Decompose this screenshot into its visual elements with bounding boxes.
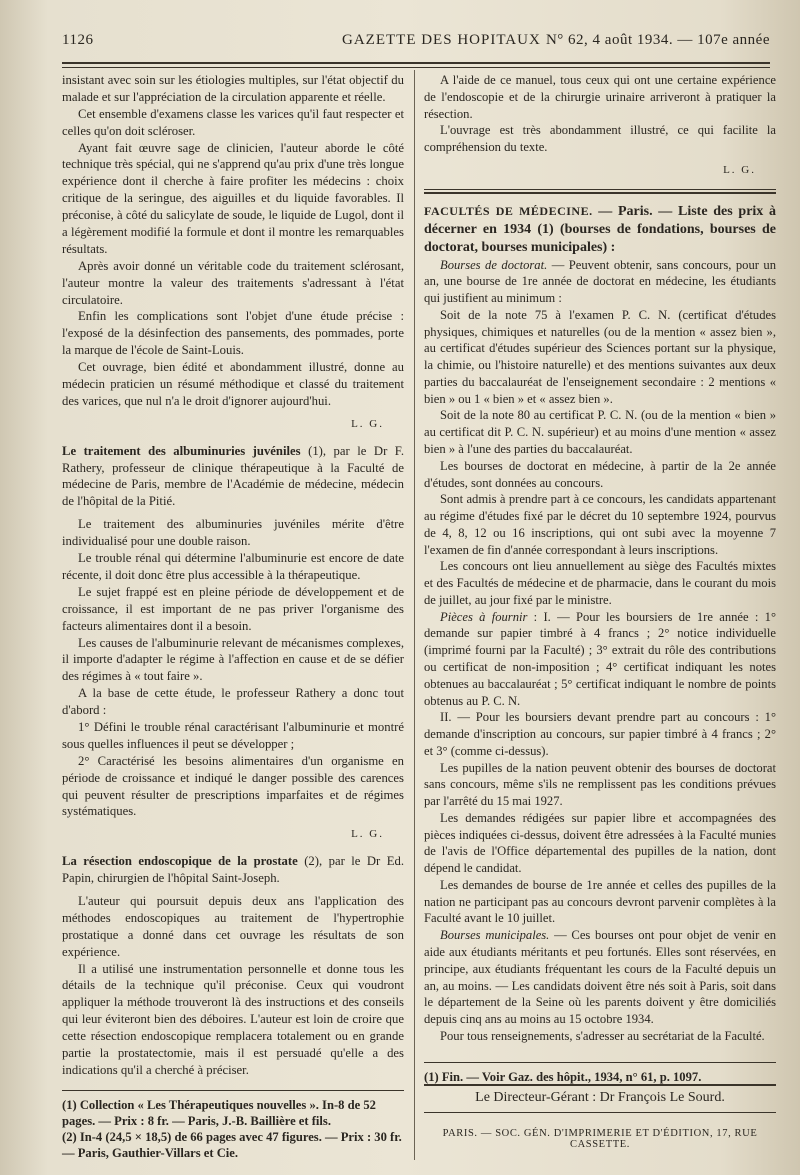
section-label: FACULTÉS DE MÉDECINE. (424, 203, 593, 218)
author-signature: L. G. (351, 417, 384, 430)
review-paragraph: Ayant fait œuvre sage de clinicien, l'auteur aborde le côté technique très spécial, qui ne s'apprend qu'au prix d'une très longue expérience dont il cherche à faire profiter les médecins : choix critique de la seringue, des aiguilles et du liquide favorables. Il préconise, à côté du salicylate de soude, le liquide de Lugol, dont il a légèrement modifié la formule et dont il montre les remarquables résultats. (62, 140, 404, 256)
notice-paragraph: Pour tous renseignements, s'adresser au secrétariat de la Faculté. (440, 1028, 765, 1043)
header-rule-thin (62, 67, 770, 68)
article-title: La résection endoscopique de la prostate (62, 854, 298, 869)
review-paragraph: 2° Caractérisé les besoins alimentaires d'un organisme en période de croissance et indiqué le danger possible des carences qui peuvent résulter de prescriptions imparfaites et de régimes systématiques. (62, 753, 404, 819)
notice-paragraph: Les demandes de bourse de 1re année et celles des pupilles de la nation ne participant pas au concours devront parvenir complètes à la Faculté avant le 10 juillet. (424, 877, 776, 926)
notice-paragraph: II. — Pour les boursiers devant prendre part au concours : 1° demande d'inscription au concours, sur papier timbré à 4 francs ; 2° et 3° (comme ci-dessus). (424, 710, 776, 758)
printer-line: PARIS. — SOC. GÉN. D'IMPRIMERIE ET D'ÉDITION, 17, RUE CASSETTE. (442, 1128, 758, 1150)
review-paragraph: Le trouble rénal qui détermine l'albuminurie est encore de date récente, il doit donc être plus accessible à la thérapeutique. (62, 551, 404, 582)
review-paragraph: Après avoir donné un véritable code du traitement sclérosant, l'auteur montre la valeur des traitements s'adressant à l'état circulatoire. (62, 258, 404, 307)
review-paragraph: Le traitement des albuminuries juvéniles mérite d'être individualisé pour une double raison. (62, 517, 404, 549)
review-paragraph: Le sujet frappé est en pleine période de développement et de croissance, il est important de ne pas priver l'organisme des facteurs alimentaires dont il a besoin. (62, 584, 404, 633)
review-paragraph: Les causes de l'albuminurie relevant de mécanismes complexes, il importe d'adapter le régime à l'affection en cause et de se défier des régimes à « tout faire ». (62, 635, 404, 684)
section-rule (424, 189, 776, 190)
footnote-rule (424, 1062, 776, 1063)
journal-title: GAZETTE DES HOPITAUX (342, 32, 541, 48)
footnotes-left (62, 1090, 404, 1161)
footnote-rule (62, 1090, 404, 1091)
notice-paragraph: Les pupilles de la nation peuvent obtenir des bourses de doctorat sans concours, même s'ils ne remplissent pas les conditions prévues par l'arrêté du 15 mai 1927. (424, 760, 776, 809)
review-paragraph: A l'aide de ce manuel, tous ceux qui ont une certaine expérience de l'endoscopie et de la chirurgie urinaire arriveront à pratiquer la résection. (424, 73, 776, 121)
review-paragraph: Enfin les complications sont l'objet d'une étude précise : l'exposé de la désinfection des pansements, des pommades, porte la marque de l'école de Saint-Louis. (62, 309, 404, 358)
notice-paragraph: Sont admis à prendre part à ce concours, les candidats appartenant au régime d'études fixé par le décret du 10 septembre 1924, pourvus de 4, 8, 12 ou 16 inscriptions, qui ont subi avec la moyenne 7 l'examen de fin d'année correspondant à leurs inscriptions. (424, 492, 776, 557)
page-number: 1126 (62, 32, 94, 48)
author-signature: L. G. (351, 828, 384, 841)
issue-info: N° 62, 4 août 1934. — 107e année (545, 32, 770, 48)
review-paragraph: 1° Défini le trouble rénal caractérisant l'albuminurie et montré sous quelles influences il peut se développer ; (62, 719, 404, 751)
subsection-label: Pièces à fournir (440, 609, 528, 624)
article-byline: (2), par le Dr Ed. Papin, chirurgien de l'hôpital Saint-Joseph. (62, 854, 404, 886)
review-paragraph: L'auteur qui poursuit depuis deux ans l'application des méthodes endoscopiques au traitement de l'hypertrophie prostatique a donné dans cet ouvrage les résultats de son expérience. (62, 893, 404, 959)
publisher-line: Le Directeur-Gérant : Dr François Le Sourd. (475, 1090, 725, 1105)
section-heading (424, 202, 776, 257)
article-title: Le traitement des albuminuries juvéniles (62, 443, 301, 458)
review-paragraph: insistant avec soin sur les étiologies multiples, sur l'état objectif du malade et sur l'appréciation de la circulation apparente et réelle. (62, 73, 404, 104)
running-header (62, 28, 770, 54)
notice-paragraph: Soit de la note 80 au certificat P. C. N. (ou de la mention « bien » au certificat dit P. C. N. supérieur) et au moins d'une mention « assez bien » à l'une des parties du baccalauréat. (424, 408, 776, 457)
article-byline: (1), par le Dr F. Rathery, professeur de clinique thérapeutique à la Faculté de médecine de Paris, membre de l'Académie de médecine, médecin de l'hôpital de la Pitié. (62, 443, 404, 509)
section-rule-thick (424, 192, 776, 194)
author-signature: L. G. (723, 163, 756, 176)
article-heading (62, 853, 404, 887)
review-paragraph: Cet ouvrage, bien édité et abondamment illustré, donne au médecin praticien un résumé méthodique et classé du traitement des varices, que nul n'a le droit d'ignorer aujourd'hui. (62, 360, 404, 408)
left-column (62, 72, 404, 1079)
footnote: (2) In-4 (24,5 × 18,5) de 66 pages avec 47 figures. — Prix : 30 fr. — Paris, Gauthier-Villars et Cie. (62, 1130, 402, 1160)
notice-paragraph: Les demandes rédigées sur papier libre et accompagnées des pièces indiquées ci-dessus, doivent être adressées à la Faculté munies de l'avis de l'Office départemental des pupilles de la nation, dont dépend le candidat. (424, 810, 776, 876)
footnotes-right (424, 1062, 776, 1085)
footer-rule-thin (424, 1112, 776, 1113)
article-heading (62, 443, 404, 511)
notice-paragraph: Bourses de doctorat. — Peuvent obtenir, sans concours, pour un an, une bourse de 1re année de doctorat en médecine, les étudiants qui justifient au minimum : (424, 257, 776, 306)
notice-paragraph: Bourses municipales. — Ces bourses ont pour objet de venir en aide aux étudiants méritants et peu fortunés. Elles sont réservées, en principe, aux étudiants fréquentant les cours de la Faculté depuis un an, au moins. — Les candidats doivent être nés soit à Paris, soit dans le département de la Seine où les parents doivent y être domiciliés depuis cinq ans au moins au 15 octobre 1934. (424, 928, 776, 1027)
notice-paragraph: Soit de la note 75 à l'examen P. C. N. (certificat d'études physiques, chimiques et naturelles (ou de la mention « assez bien », au certificat d'études supérieur des Sciences portant sur la physique, la chimie, ou l'histoire naturelle) et des mentions suivantes aux deux parties du baccalauréat de l'enseignement secondaire : 2 mentions « bien » ou 1 « bien » et « assez bien ». (424, 307, 776, 406)
subsection-label: Bourses de doctorat. (440, 257, 548, 272)
right-column (424, 72, 776, 1045)
section-title: — Paris. — Liste des prix à décerner en 1934 (1) (bourses de fondations, bourses de doctorat, bourses municipales) : (424, 203, 777, 255)
review-paragraph: L'ouvrage est très abondamment illustré, ce qui facilite la compréhension du texte. (424, 123, 776, 155)
column-separator (414, 70, 415, 1160)
footnote: (1) Fin. — Voir Gaz. des hôpit., 1934, n° 61, p. 1097. (424, 1070, 702, 1084)
header-rule (62, 62, 770, 64)
review-paragraph: A la base de cette étude, le professeur Rathery a donc tout d'abord : (62, 686, 404, 718)
footnote: (1) Collection « Les Thérapeutiques nouvelles ». In-8 de 52 pages. — Prix : 8 fr. — Paris, J.-B. Baillière et fils. (62, 1098, 376, 1128)
subsection-label: Bourses municipales. (440, 928, 550, 943)
notice-paragraph: Pièces à fournir : I. — Pour les boursiers de 1re année : 1° demande sur papier timbré à 4 francs ; 2° notice individuelle (imprimé fourni par la Faculté) ; 3° extrait du rôle des contributions ou certificat de non-imposition ; 4° certificat indiquant les notes obtenues au baccalauréat ; 5° certificat indiquant le nombre de points obtenus au P. C. N. (424, 609, 776, 708)
footer-rule (424, 1084, 776, 1086)
review-paragraph: Cet ensemble d'examens classe les varices qu'il faut respecter et celles qu'on doit scléroser. (62, 106, 404, 138)
notice-paragraph: Les concours ont lieu annuellement au siège des Facultés mixtes et des Facultés de médecine et de pharmacie, dans le courant du mois de juillet, au jour fixé par le ministre. (424, 559, 776, 607)
review-paragraph: Il a utilisé une instrumentation personnelle et donne tous les détails de la technique qu'il préconise. Ceux qui voudront appliquer la méthode trouveront là des instructions et des conseils qui leur éviteront bien des déboires. L'auteur est loin de croire que cette résection endoscopique remplacera totalement ou en grande partie la prostatectomie, mais il est persuadé qu'elle a des indications qu'il a cherché à préciser. (62, 961, 404, 1077)
notice-paragraph: Les bourses de doctorat en médecine, à partir de la 2e année d'études, sont données au concours. (424, 458, 776, 490)
